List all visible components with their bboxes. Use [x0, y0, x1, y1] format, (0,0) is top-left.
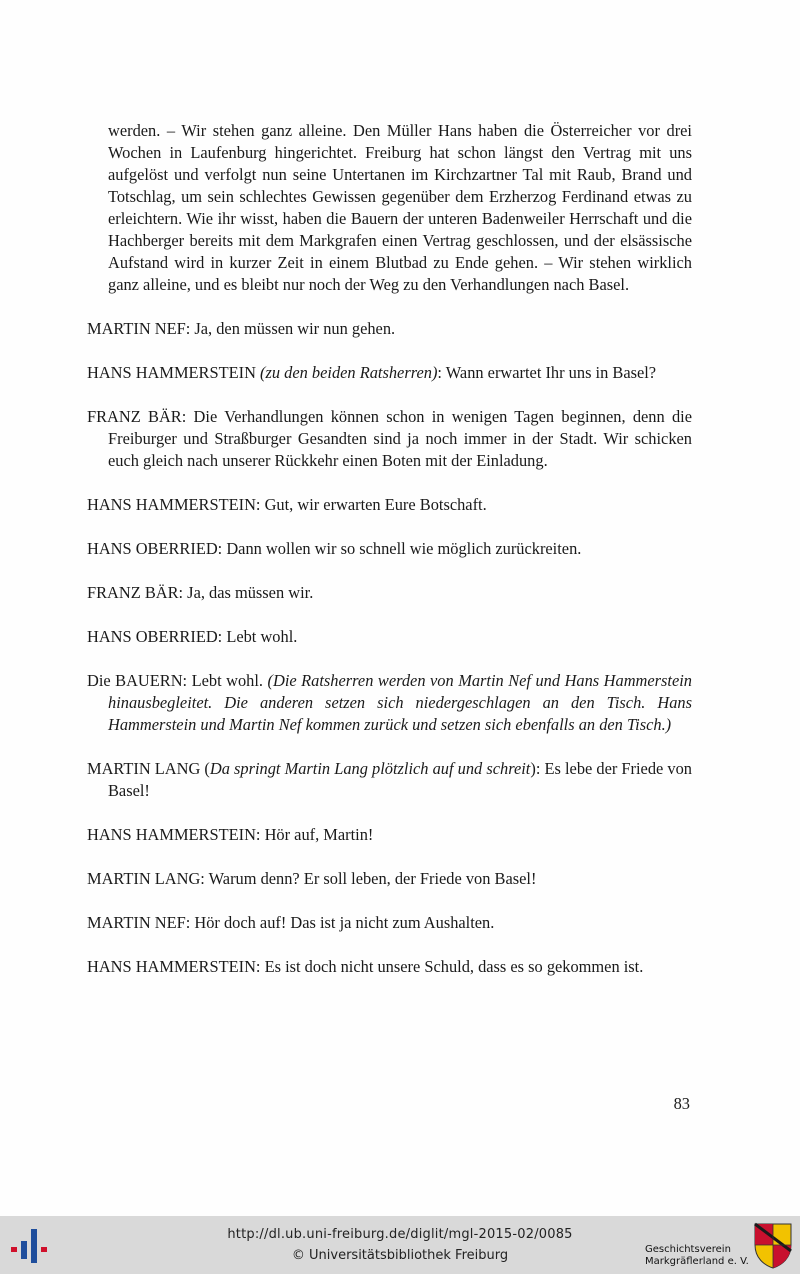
spoken-text: HANS OBERRIED: Lebt wohl.	[87, 627, 298, 646]
coat-of-arms-icon[interactable]	[752, 1221, 794, 1269]
dialogue-paragraph	[87, 362, 692, 384]
society-name-line2: Markgräflerland e. V.	[645, 1256, 749, 1267]
stage-direction: (zu den beiden Ratsherren)	[260, 363, 438, 382]
spoken-text: werden. – Wir stehen ganz alleine. Den Müller Hans haben die Österreicher vor drei Wochen in Laufenburg hingerichtet. Freiburg hat schon längst den Vertrag mit uns aufgelöst und verfolgt nun seine Untertanen im Kirchzartner Tal mit Raub, Brand und Totschlag, um sein schlechtes Gewissen gegenüber dem Erzherzog Ferdinand etwas zu erleichtern. Wie ihr wisst, haben die Bauern der unteren Badenweiler Herrschaft und die Hachberger bereits mit dem Markgrafen einen Vertrag geschlossen, und der elsässische Aufstand wird in kurzer Zeit in einem Blutbad zu Ende gehen. – Wir stehen wirklich ganz alleine, und es bleibt nur noch der Weg zu den Verhandlungen nach Basel.	[108, 121, 692, 294]
spoken-text: MARTIN NEF: Ja, den müssen wir nun gehen.	[87, 319, 396, 338]
spoken-text: MARTIN LANG (	[87, 759, 210, 778]
society-name-line1: Geschichtsverein	[645, 1244, 731, 1255]
spoken-text: FRANZ BÄR: Die Verhandlungen können schon in wenigen Tagen beginnen, denn die Freiburger und Straßburger Gesandten sind ja noch immer in der Stadt. Wir schicken euch gleich nach unserer Rückkehr einen Boten mit der Einladung.	[87, 407, 692, 470]
spoken-text: MARTIN LANG: Warum denn? Er soll leben, der Friede von Basel!	[87, 869, 537, 888]
dialogue-paragraph	[87, 868, 692, 890]
dialogue-paragraph	[87, 670, 692, 736]
dialogue-paragraph	[87, 758, 692, 802]
dialogue-paragraph	[87, 494, 692, 516]
spoken-text: MARTIN NEF: Hör doch auf! Das ist ja nicht zum Aushalten.	[87, 913, 495, 932]
dialogue-paragraph	[87, 626, 692, 648]
text-block	[87, 120, 692, 978]
spoken-text: : Wann erwartet Ihr uns in Basel?	[437, 363, 657, 382]
spoken-text: HANS HAMMERSTEIN: Es ist doch nicht unsere Schuld, dass es so gekommen ist.	[87, 957, 644, 976]
spoken-text: HANS OBERRIED: Dann wollen wir so schnell wie möglich zurückreiten.	[87, 539, 582, 558]
spoken-text: FRANZ BÄR: Ja, das müssen wir.	[87, 583, 314, 602]
stage-direction: Da springt Martin Lang plötzlich auf und schreit	[209, 759, 531, 778]
spoken-text: HANS HAMMERSTEIN: Gut, wir erwarten Eure Botschaft.	[87, 495, 487, 514]
page-number: 83	[673, 1094, 690, 1113]
dialogue-paragraph	[87, 956, 692, 978]
dialogue-paragraph	[87, 824, 692, 846]
footer-copyright: © Universitätsbibliothek Freiburg	[291, 1248, 509, 1263]
footer-bar	[0, 1216, 800, 1274]
spoken-text: Die BAUERN: Lebt wohl.	[87, 671, 268, 690]
spoken-text: ): Es lebe der Friede von Basel!	[108, 759, 693, 800]
spoken-text: HANS HAMMERSTEIN: Hör auf, Martin!	[87, 825, 374, 844]
spoken-text: HANS HAMMERSTEIN	[87, 363, 261, 382]
footer-url-link[interactable]: http://dl.ub.uni-freiburg.de/diglit/mgl-2015-02/0085	[227, 1227, 573, 1242]
dialogue-paragraph	[87, 318, 692, 340]
dialogue-paragraph	[87, 538, 692, 560]
society-name	[645, 1244, 763, 1268]
dialogue-paragraph	[87, 406, 692, 472]
dialogue-paragraph	[87, 582, 692, 604]
stage-direction: (Die Ratsherren werden von Martin Nef und Hans Hammerstein hinausbegleitet. Die anderen setzen sich niedergeschlagen an den Tisch. Hans Hammerstein und Martin Nef kommen zurück und setzen sich ebenfalls an den Tisch.)	[108, 671, 692, 734]
dialogue-paragraph	[87, 912, 692, 934]
paragraph-continuation	[87, 120, 692, 296]
